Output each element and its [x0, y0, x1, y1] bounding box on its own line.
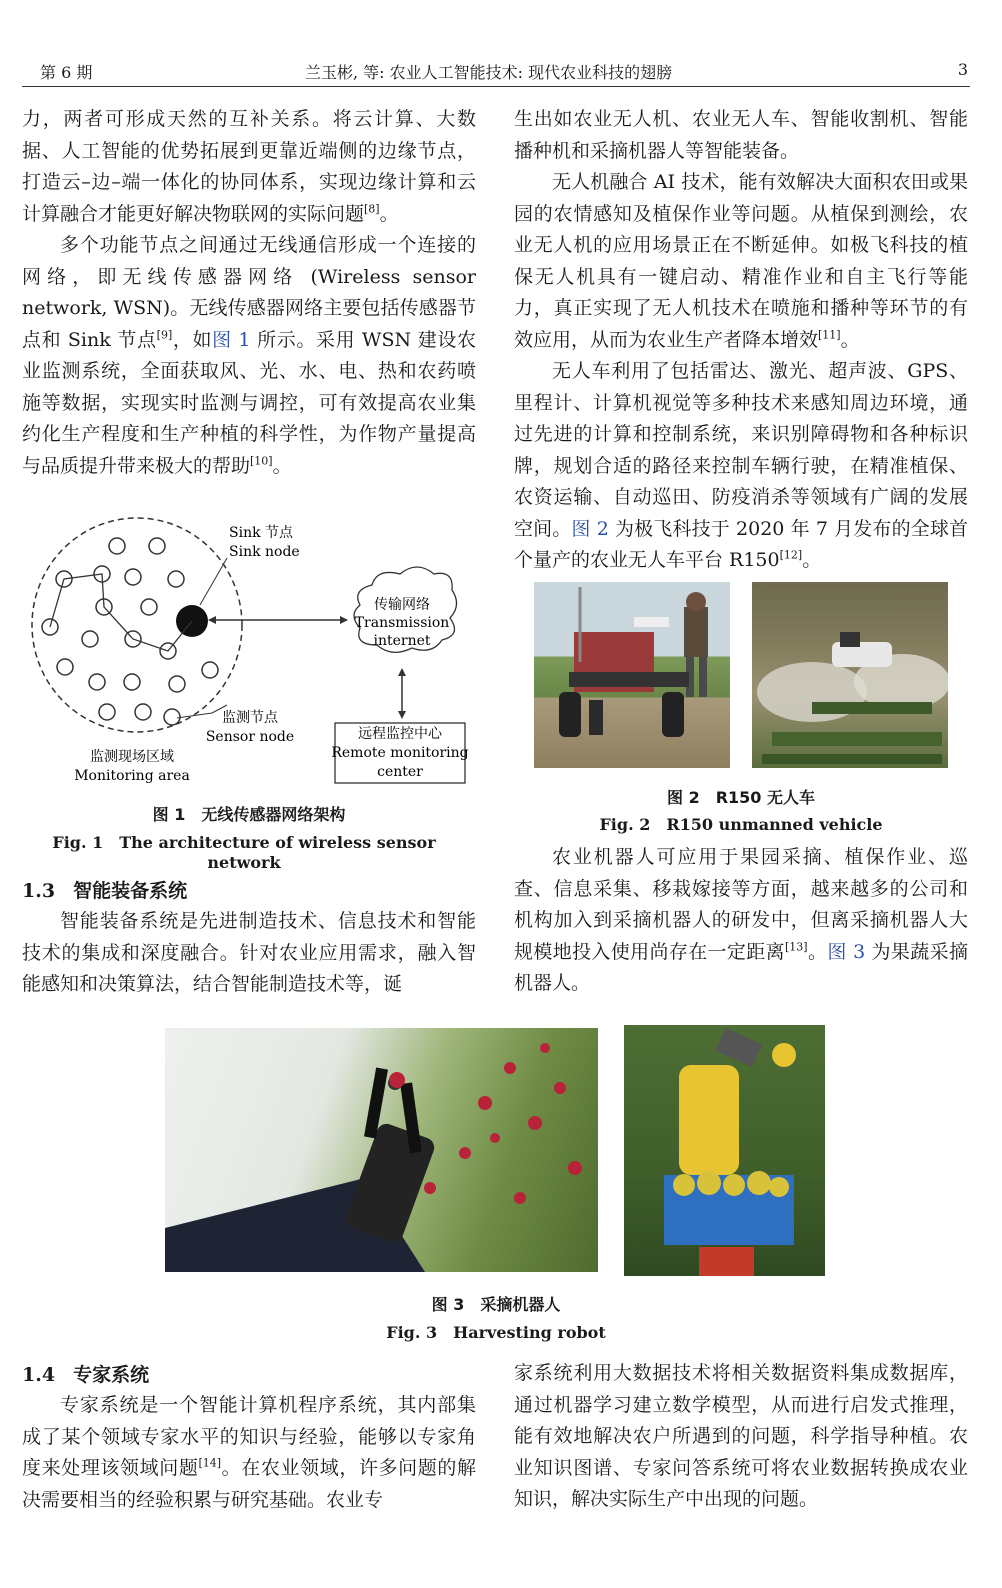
page-number: 3	[957, 60, 968, 79]
spraying-illustration	[752, 582, 948, 768]
fig2-caption-zh: 图 2 R150 无人车	[667, 788, 815, 807]
section-1-4-text-cont	[514, 1358, 968, 1516]
paragraph: 生出如农业无人机、农业无人车、智能收割机、智能播种机和采摘机器人等智能装备。	[514, 108, 968, 162]
paragraph: 智能装备系统是先进制造技术、信息技术和智能技术的集成和深度融合。针对农业应用需求，融入智能感知和决策算法，结合智能制造技术等，诞	[22, 910, 476, 995]
pepper-robot-photo	[624, 1025, 825, 1276]
figure-link[interactable]: 图 1	[212, 328, 251, 351]
left-column-text	[22, 104, 476, 482]
area-label-en: Monitoring area	[74, 768, 190, 784]
pepper-robot-illustration	[624, 1025, 825, 1276]
network-label-en: Transmission	[354, 615, 450, 631]
remote-center-label-en: Remote monitoring	[331, 745, 469, 761]
remote-center-label-en: center	[377, 764, 423, 780]
running-title: 兰玉彬, 等: 农业人工智能技术: 现代农业科技的翅膀	[305, 63, 673, 82]
issue-number: 第 6 期	[40, 63, 93, 82]
paragraph: 力，两者可形成天然的互补关系。将云计算、大数据、人工智能的优势拓展到更靠近端侧的边缘节点，打造云–边–端一体化的协同体系，实现边缘计算和云计算融合才能更好解决物联网的实际问题[8]。	[22, 108, 476, 225]
paragraph: 多个功能节点之间通过无线通信形成一个连接的网络，即无线传感器网络 (Wireless sensor network, WSN)。无线传感器网络主要包括传感器节点和 Sink 节点[9]，如图 1 所示。采用 WSN 建设农业监测系统，全面获取风、光、水、电、热和农药喷施等数据，实现实时监测与调控，可有效提高农业集约化生产程度和生产种植的科学性，为作物产量提高与品质提升带来极大的帮助[10]。	[22, 234, 476, 477]
section-1-3-text	[22, 906, 476, 1001]
wsn-diagram	[22, 510, 492, 795]
fig3-caption-zh: 图 3 采摘机器人	[431, 1295, 561, 1314]
network-label-zh: 传输网络	[374, 597, 430, 613]
figure-link[interactable]: 图 3	[827, 940, 866, 963]
sink-callout-line	[200, 558, 227, 605]
paragraph: 专家系统是一个智能计算机程序系统，其内部集成了某个领域专家水平的知识与经验，能够以专家角度来处理该领域问题[14]。在农业领域，许多问题的解决需要相当的经验积累与研究基础。农业专	[22, 1394, 476, 1511]
raspberry-robot-illustration	[165, 1028, 598, 1272]
sink-label-zh: Sink 节点	[229, 525, 294, 541]
paragraph: 家系统利用大数据技术将相关数据资料集成数据库，通过机器学习建立数学模型，从而进行启发式推理，能有效地解决农户所遇到的问题，科学指导种植。农业知识图谱、专家问答系统可将农业数据转换成农业知识，解决实际生产中出现的问题。	[514, 1362, 968, 1510]
remote-center-label-zh: 远程监控中心	[358, 726, 442, 742]
section-heading-1-4: 1.4 专家系统	[22, 1364, 150, 1386]
r150-spraying-photo	[752, 582, 948, 768]
fig3-caption-en: Fig. 3 Harvesting robot	[386, 1323, 606, 1342]
vehicle-illustration	[534, 582, 730, 768]
fig1-caption-zh: 图 1 无线传感器网络架构	[152, 805, 346, 824]
area-label-zh: 监测现场区域	[90, 749, 174, 765]
section-1-4-text	[22, 1390, 476, 1516]
figure-link[interactable]: 图 2	[571, 517, 609, 540]
right-column-text	[514, 104, 968, 577]
raspberry-robot-photo	[165, 1028, 598, 1272]
paragraph: 农业机器人可应用于果园采摘、植保作业、巡查、信息采集、移栽嫁接等方面，越来越多的公司和机构加入到采摘机器人的研发中，但离采摘机器人大规模地投入使用尚存在一定距离[13]。图 3 为果蔬采摘机器人。	[514, 846, 968, 994]
paragraph: 无人机融合 AI 技术，能有效解决大面积农田或果园的农情感知及植保作业等问题。从植保到测绘，农业无人机的应用场景正在不断延伸。如极飞科技的植保无人机具有一键启动、精准作业和自主飞行等能力，真正实现了无人机技术在喷施和播种等环节的有效应用，从而为农业生产者降本增效[11]。	[514, 171, 968, 351]
fig2-caption-en: Fig. 2 R150 unmanned vehicle	[599, 815, 883, 834]
r150-vehicle-photo	[534, 582, 730, 768]
fig1-caption-en: Fig. 1 The architecture of wireless sensor network	[52, 833, 436, 872]
section-heading-1-3: 1.3 智能装备系统	[22, 880, 188, 902]
sink-label-en: Sink node	[229, 544, 300, 560]
network-label-en: internet	[373, 633, 431, 649]
right-column-mid-text	[514, 842, 968, 1000]
header-rule	[22, 86, 970, 87]
sensor-label-zh: 监测节点	[222, 710, 278, 726]
paragraph: 无人车利用了包括雷达、激光、超声波、GPS、里程计、计算机视觉等多种技术来感知周边环境，通过先进的计算和控制系统，来识别障碍物和各种标识牌，规划合适的路径来控制车辆行驶，在精准植保、农资运输、自动巡田、防疫消杀等领域有广阔的发展空间。图 2 为极飞科技于 2020 年 7 月发布的全球首个量产的农业无人车平台 R150[12]。	[514, 360, 968, 571]
sensor-label-en: Sensor node	[205, 729, 295, 745]
running-header	[40, 60, 968, 84]
monitoring-area-boundary	[32, 518, 242, 732]
